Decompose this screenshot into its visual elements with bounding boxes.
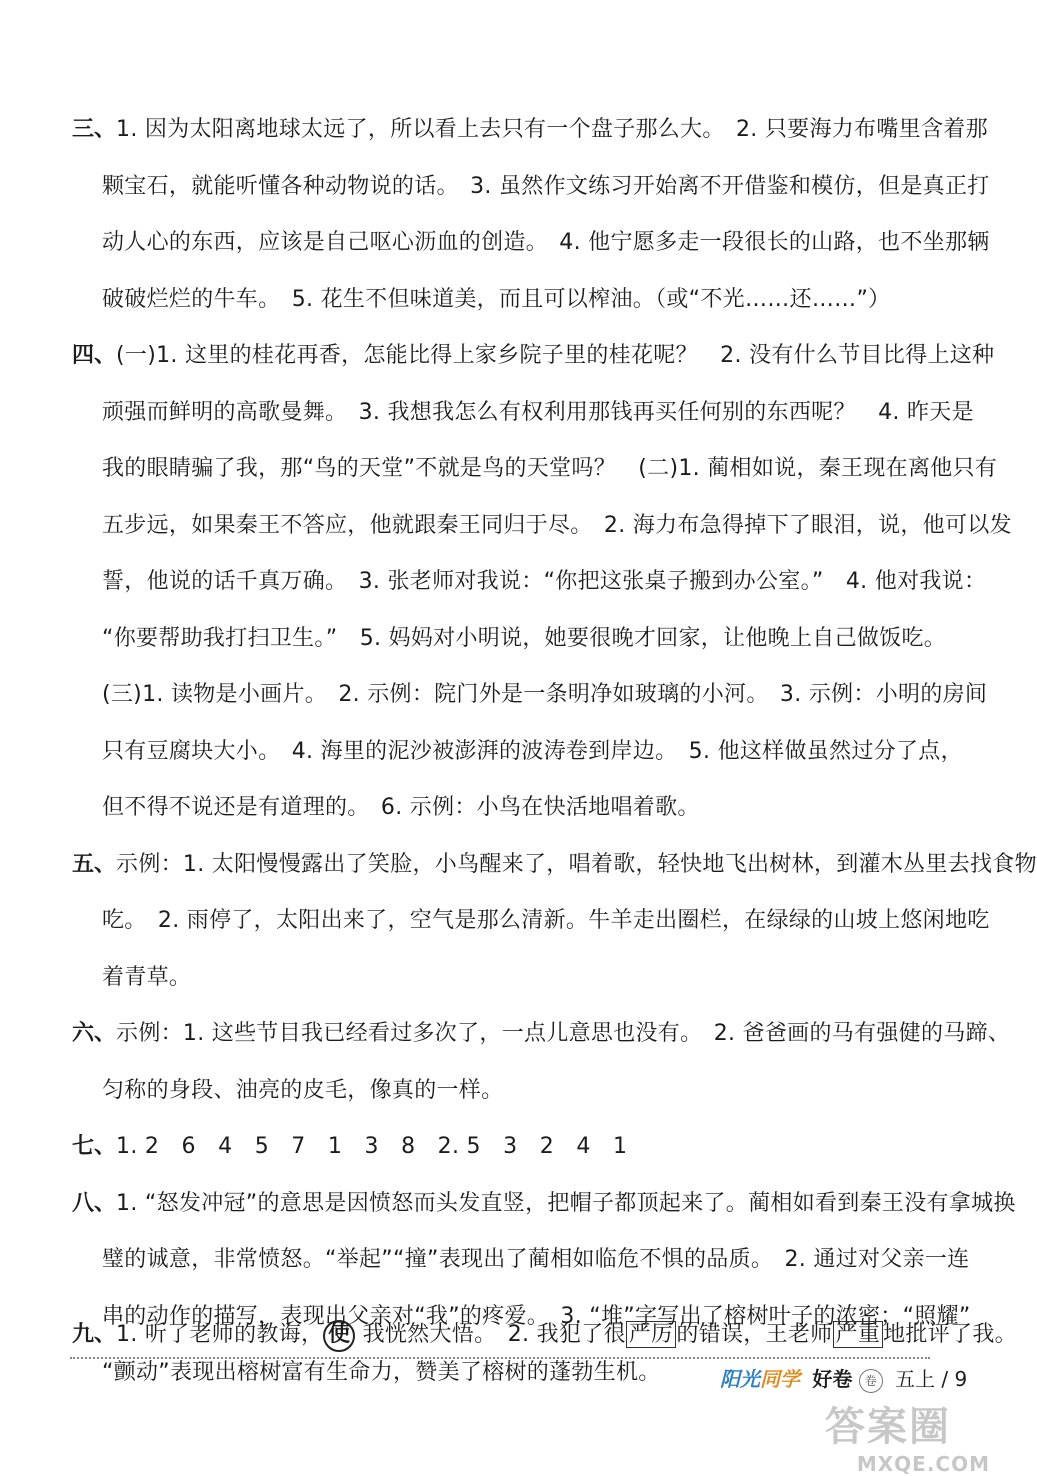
- section-label: 三、: [72, 117, 117, 142]
- answer-text: 我的眼睛骗了我，那“鸟的天堂”不就是鸟的天堂吗？ (二)1. 蔺相如说，秦王现在离他只有: [102, 456, 998, 481]
- section-label: 八、: [72, 1190, 117, 1216]
- answer-line: [102, 172, 990, 202]
- brand-logo: 阳光同学: [720, 1367, 800, 1391]
- answer-text: 吃。 2. 雨停了，太阳出来了，空气是那么清新。牛羊走出圈栏，在绿绿的山坡上悠闲地吃: [102, 908, 990, 933]
- section-label: 六、: [72, 1021, 117, 1046]
- answer-text: 我恍然大悟。 2. 我犯了很: [362, 1322, 626, 1347]
- footer-title: 好卷: [812, 1367, 853, 1391]
- answer-line: [102, 737, 963, 767]
- answer-line: [102, 454, 998, 484]
- answer-text: 着青草。: [102, 964, 192, 990]
- seal-icon: 卷: [859, 1369, 883, 1393]
- answer-text: 的错误，王老师: [676, 1322, 833, 1347]
- answer-line: [102, 1076, 932, 1106]
- answer-text: 地批评了我。: [883, 1322, 1017, 1347]
- circled-character: 使: [323, 1320, 355, 1352]
- answer-line: [102, 285, 932, 315]
- answer-text: 1. 2 6 4 5 7 1 3 8 2. 5 3 2 4 1: [116, 1134, 628, 1159]
- answer-text: 只有豆腐块大小。 4. 海里的泥沙被澎湃的波涛卷到岸边。 5. 他这样做虽然过分了点，: [102, 738, 963, 764]
- answer-line: [72, 1132, 902, 1162]
- answer-text: 1. “怒发冲冠”的意思是因愤怒而头发直竖，把帽子都顶起来了。蔺相如看到秦王没有拿城换: [116, 1190, 1016, 1216]
- answer-line: [102, 906, 990, 936]
- answer-text: 破破烂烂的牛车。 5. 花生不但味道美，而且可以榨油。（或“不光……还……”）: [102, 286, 891, 312]
- grade-page-number: 五上 / 9: [895, 1367, 968, 1391]
- boxed-word: 严厉: [626, 1321, 677, 1348]
- answer-text: “你要帮助我打扫卫生。” 5. 妈妈对小明说，她要很晚才回家，让他晚上自己做饭吃。: [102, 625, 947, 651]
- answer-text: (一)1. 这里的桂花再香，怎能比得上家乡院子里的桂花呢？ 2. 没有什么节目比得上这种: [116, 343, 995, 368]
- answer-line-nine: [72, 1320, 1017, 1352]
- answer-text: 但不得不说还是有道理的。 6. 示例：小鸟在快活地唱着歌。: [102, 795, 700, 820]
- answer-text: 誓，他说的话千真万确。 3. 张老师对我说：“你把这张桌子搬到办公室。” 4. 他对我说：: [102, 569, 987, 594]
- boxed-word: 严重: [833, 1321, 884, 1348]
- answer-text: “颤动”表现出榕树富有生命力，赞美了榕树的蓬勃生机。: [102, 1360, 661, 1385]
- answer-text: 1. 听了老师的教诲，: [116, 1322, 324, 1347]
- answer-text: 匀称的身段、油亮的皮毛，像真的一样。: [102, 1077, 504, 1103]
- answer-line: [102, 398, 974, 428]
- watermark: 答案圈 MXQE.COM: [825, 1404, 990, 1476]
- answer-text: 动人心的东西，应该是自己呕心沥血的创造。 4. 他宁愿多走一段很长的山路，也不坐那辆: [102, 230, 990, 255]
- answer-text: 五步远，如果秦王不答应，他就跟秦王同归于尽。 2. 海力布急得掉下了眼泪，说，他可以发: [102, 512, 1012, 538]
- answer-line: [102, 680, 988, 710]
- page-footer: [720, 1362, 980, 1396]
- section-label: 五、: [72, 851, 117, 877]
- answer-line: [102, 963, 932, 993]
- answer-text: (三)1. 读物是小画片。 2. 示例：院门外是一条明净如玻璃的小河。 3. 示例：小明的房间: [102, 682, 988, 707]
- footer-divider: [70, 1357, 930, 1359]
- answer-line: [102, 624, 947, 654]
- section-label: 九、: [72, 1322, 117, 1347]
- answer-text: 颗宝石，就能听懂各种动物说的话。 3. 虽然作文练习开始离不开借鉴和模仿，但是真正打: [102, 173, 990, 199]
- answer-line: [102, 793, 932, 823]
- answer-line: [72, 1189, 1016, 1219]
- answer-line: [102, 511, 1012, 541]
- section-label: 四、: [72, 343, 117, 368]
- answer-text: 顽强而鲜明的高歌曼舞。 3. 我想我怎么有权利用那钱再买任何别的东西呢？ 4. 昨天是: [102, 399, 974, 425]
- answer-line: [102, 567, 987, 597]
- answer-line: [72, 341, 995, 371]
- answer-line: [72, 850, 1037, 880]
- answer-line: [72, 1019, 1011, 1049]
- answer-line: [102, 1245, 970, 1275]
- section-label: 七、: [72, 1134, 117, 1159]
- answer-text: 示例：1. 这些节目我已经看过多次了，一点儿意思也没有。 2. 爸爸画的马有强健的马蹄、: [116, 1021, 1011, 1046]
- answer-line: [102, 228, 990, 258]
- answer-text: 串的动作的描写，表现出父亲对“我”的疼爱。 3. “堆”字写出了榕树叶子的浓密；“照耀”: [102, 1303, 971, 1329]
- answer-text: 示例：1. 太阳慢慢露出了笑脸，小鸟醒来了，唱着歌，轻快地飞出树林，到灌木丛里去找食物: [116, 851, 1037, 877]
- answer-line: [72, 115, 988, 145]
- answer-text: 璧的诚意，非常愤怒。“举起”“撞”表现出了蔺相如临危不惧的品质。 2. 通过对父亲一连: [102, 1247, 970, 1272]
- answer-text: 1. 因为太阳离地球太远了，所以看上去只有一个盘子那么大。 2. 只要海力布嘴里含着那: [116, 117, 988, 142]
